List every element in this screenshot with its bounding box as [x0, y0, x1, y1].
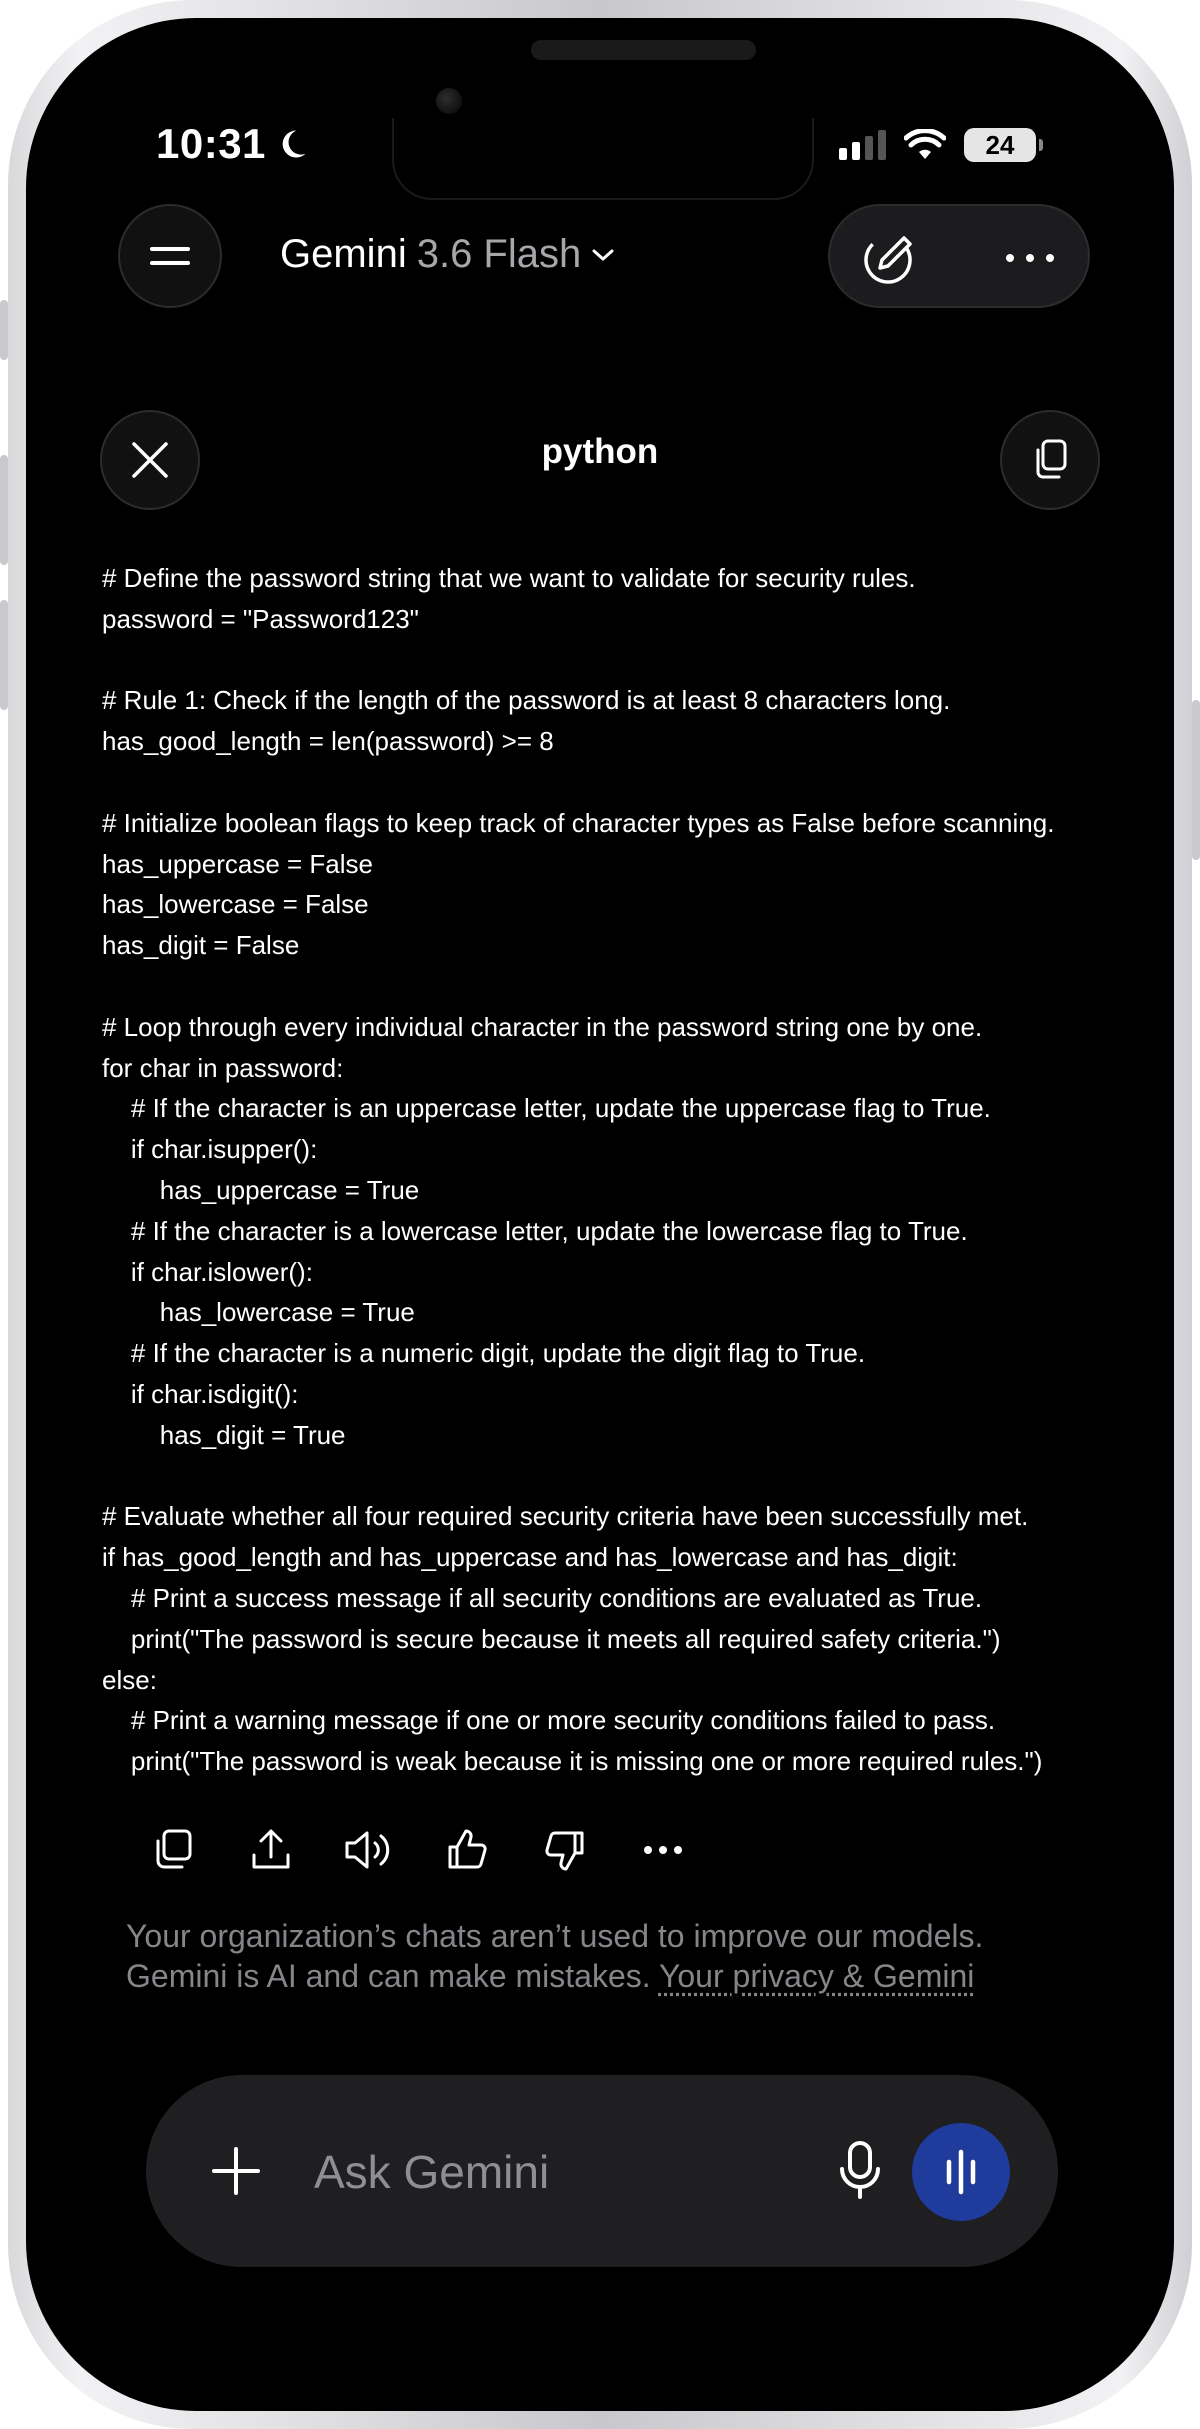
- more-options-button[interactable]: [990, 228, 1070, 288]
- edit-button[interactable]: [860, 228, 920, 288]
- model-selector[interactable]: [280, 232, 615, 277]
- code-line: [102, 762, 1142, 803]
- code-line: print("The password is weak because it is missing one or more required rules."): [102, 1746, 1043, 1777]
- privacy-link[interactable]: Your privacy & Gemini: [658, 1958, 975, 1994]
- status-time: 10:31: [156, 120, 266, 167]
- front-camera: [436, 88, 462, 114]
- code-line: password = "Password123": [102, 603, 419, 634]
- speaker-grille: [531, 40, 756, 60]
- read-aloud-icon: [341, 1827, 397, 1873]
- header-actions: [828, 204, 1090, 308]
- voice-input-button[interactable]: [830, 2137, 890, 2208]
- mic-icon: [830, 2137, 890, 2203]
- more-icon: [1005, 253, 1055, 263]
- menu-icon: [150, 244, 190, 268]
- code-line: [102, 966, 1142, 1007]
- screen: [26, 18, 1174, 2411]
- menu-button[interactable]: [118, 204, 222, 308]
- disclaimer-line-1: Your organization’s chats aren’t used to improve our models.: [126, 1918, 984, 1954]
- thumbs-down-icon: [542, 1827, 588, 1873]
- ask-gemini-input[interactable]: Ask Gemini: [314, 2146, 550, 2198]
- code-line: # If the character is a lowercase letter, update the lowercase flag to True.: [102, 1215, 968, 1246]
- dynamic-island: [392, 118, 814, 200]
- code-line: else:: [102, 1664, 157, 1695]
- code-line: has_digit = True: [102, 1419, 346, 1450]
- battery-level: 24: [985, 129, 1015, 160]
- volume-down-button: [0, 600, 8, 710]
- code-line: # Define the password string that we want to validate for security rules.: [102, 563, 916, 593]
- side-button: [1192, 700, 1200, 860]
- model-version: 3.6 Flash: [416, 232, 582, 276]
- copy-icon: [1030, 438, 1070, 482]
- copy-response-button[interactable]: [124, 1814, 222, 1886]
- read-aloud-button[interactable]: [320, 1814, 418, 1886]
- code-line: if char.isdigit():: [102, 1378, 299, 1409]
- battery-icon: [964, 128, 1036, 162]
- live-icon: [941, 2147, 981, 2197]
- composer: [146, 2075, 1058, 2267]
- disclaimer-line-2: [126, 1956, 1086, 1996]
- code-line: # Rule 1: Check if the length of the password is at least 8 characters long.: [102, 685, 951, 716]
- cellular-signal-icon: [839, 130, 886, 160]
- code-line: # Loop through every individual character in the password string one by one.: [102, 1011, 983, 1042]
- code-line: # If the character is a numeric digit, update the digit flag to True.: [102, 1338, 866, 1369]
- more-icon: [643, 1845, 683, 1855]
- code-line: if char.islower():: [102, 1256, 313, 1287]
- copy-icon: [150, 1827, 196, 1873]
- code-line: if char.isupper():: [102, 1134, 318, 1165]
- thumbs-down-button[interactable]: [516, 1814, 614, 1886]
- code-line: # Evaluate whether all four required security criteria have been successfully met.: [102, 1501, 1029, 1532]
- code-block: [102, 558, 1142, 1782]
- live-button[interactable]: [912, 2123, 1010, 2221]
- action-button: [0, 300, 8, 360]
- code-line: # If the character is an uppercase letter, update the uppercase flag to True.: [102, 1093, 991, 1124]
- code-language-title: python: [541, 432, 659, 471]
- model-name: Gemini: [280, 232, 407, 276]
- code-line: has_good_length = len(password) >= 8: [102, 726, 554, 757]
- code-line: has_lowercase = True: [102, 1297, 415, 1328]
- status-indicators: [839, 128, 1036, 162]
- code-line: # Print a warning message if one or more security conditions failed to pass.: [102, 1705, 996, 1736]
- more-response-options-button[interactable]: [614, 1814, 712, 1886]
- share-button[interactable]: [222, 1814, 320, 1886]
- code-line: # Initialize boolean flags to keep track of character types as False before scanning.: [102, 807, 1055, 838]
- code-line: has_lowercase = False: [102, 889, 369, 920]
- chevron-down-icon: [591, 247, 615, 263]
- code-line: has_digit = False: [102, 930, 300, 961]
- plus-icon: [206, 2141, 266, 2201]
- code-line: # Print a success message if all security conditions are evaluated as True.: [102, 1582, 983, 1613]
- code-line: [102, 640, 1142, 681]
- volume-up-button: [0, 455, 8, 565]
- thumbs-up-button[interactable]: [418, 1814, 516, 1886]
- code-line: for char in password:: [102, 1052, 344, 1083]
- disclaimer-text: Gemini is AI and can make mistakes.: [126, 1958, 651, 1994]
- wifi-icon: [904, 129, 946, 161]
- copy-code-button[interactable]: [1000, 410, 1100, 510]
- add-attachment-button[interactable]: [206, 2141, 266, 2206]
- thumbs-up-icon: [444, 1827, 490, 1873]
- edit-icon: [860, 228, 920, 288]
- code-line: if has_good_length and has_uppercase and has_lowercase and has_digit:: [102, 1542, 958, 1573]
- share-icon: [248, 1827, 294, 1873]
- disclaimer: [126, 1916, 1086, 1996]
- code-line: [102, 1456, 1142, 1497]
- code-line: has_uppercase = False: [102, 848, 374, 879]
- response-actions: [124, 1814, 712, 1886]
- code-line: has_uppercase = True: [102, 1174, 420, 1205]
- code-line: print("The password is secure because it meets all required safety criteria."): [102, 1623, 1001, 1654]
- moon-icon: [274, 126, 310, 162]
